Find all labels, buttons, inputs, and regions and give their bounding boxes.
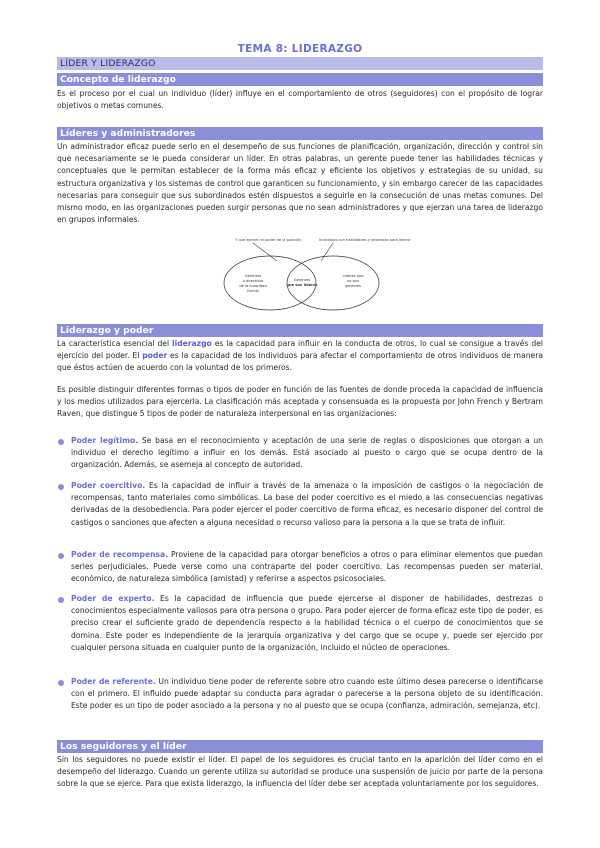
- bullet-dot: [58, 484, 64, 490]
- paragraph-concepto: Es el proceso por el cual un individuo (líder) influye en el comportamiento de otros (seguidores) con el propósito de lograr objetivos o metas comunes.: [57, 89, 543, 111]
- paragraph-lideres: Un administrador eficaz puede serlo en el desempeño de sus funciones de planificación, organización, dirección y control sin que necesariamente se le pueda considerar un líder. En otras palabras, un gerente puede tener las habilidades técnicas y conceptuales que le permitan establecer de la forma más eficaz y eficiente los objetivos y estrategias de su unidad, su estructura organizativa y los sistemas de control que garanticen su funcionamiento, y sin embargo carecer de las capacidades necesarias para conseguir que sus subordinados estén dispuestos a seguirle en la consecución de unas metas comunes. Del mismo modo, en las organizaciones pueden surgir personas que no sean administradores y que ejerzan una tarea de liderazgo en grupos informales.: [57, 142, 543, 225]
- heading-seguidores: Los seguidores y el líder: [57, 740, 543, 753]
- text-run: La característica esencial del: [57, 339, 173, 348]
- item-title: Poder legítimo.: [71, 436, 139, 445]
- item-text: Se basa en el reconocimiento y aceptación de una serie de reglas o disposiciones que otorgan a un individuo el derecho legítimo a influir en los demás. Está asociado al puesto o cargo que se ocupa dentro de la organización. Además, se asemeja al concepto de autoridad.: [71, 436, 543, 470]
- paragraph-poder-1: [57, 338, 543, 375]
- item-title: Poder coercitivo.: [71, 481, 146, 490]
- diagram-left-line: Gerentes: [244, 274, 262, 278]
- diagram-label-top-right: Individuos con habilidades y destrezas para liderar: [319, 238, 411, 242]
- item-title: Poder de experto.: [71, 594, 155, 603]
- bullet-dot: [58, 439, 64, 445]
- bullet-dot: [58, 680, 64, 686]
- item-text: Proviene de la capacidad para otorgar beneficios a otros o para eliminar elementos que puedan serles perjudiciales. Puede verse como una contraparte del poder coercitivo. Las recompensas pueden ser material, económico, de naturaleza simbólica (amistad) y referirse a aspectos psicosociales.: [71, 550, 543, 584]
- heading-poder: Liderazgo y poder: [57, 324, 543, 337]
- item-title: Poder de recompensa.: [71, 550, 169, 559]
- item-text: Es la capacidad de influir a través de la amenaza o la imposición de castigos o la negociación de recompensas, tanto materiales como simbólicas. La base del poder coercitivo es el miedo a las consecuencias negativas derivadas de la desobediencia. Para poder ejercer el poder coercitivo de forma eficaz, es necesario disponer del control de castigos o sanciones que afecten a alguna necesidad o recurso valioso para la persona a la que se trata de influir.: [71, 481, 543, 527]
- diagram-left-line: de la autoridad: [239, 284, 267, 288]
- diagram-right-line: gerentes: [345, 284, 361, 288]
- paragraph-seguidores: Sin los seguidores no puede existir el líder. El papel de los seguidores es crucial tanto en la aparición del líder como en el desempeño del liderazgo. Cuando un gerente utiliza su autoridad se produce una suspensión de juicio por parte de la persona sobre la que se ejerce. Para que exista liderazgo, la influencia del líder debe ser aceptada voluntariamente por los seguidores.: [57, 755, 543, 789]
- item-text: Un individuo tiene poder de referente sobre otro cuando este último desea parecerse o identificarse con el primero. El influido puede adaptar su conducta para agradar o parecerse a la persona objeto de su identificación. Este poder es un tipo de poder asociado a la persona y no al puesto que se ocupa (confianza, admiración, semejanza, etc).: [71, 677, 543, 711]
- leader-manager-diagram: [215, 235, 411, 315]
- highlight-poder: poder: [142, 351, 168, 361]
- item-text: Es la capacidad de influencia que puede ejercerse al disponer de habilidades, destrezas o conocimientos especialmente valiosos para otra persona o grupo. Para poder ejercer de forma eficaz este tipo de poder, es preciso crear el suficiente grado de dependencia respecto a la habilidad técnica o el cuerpo de conocimientos que se domina. Este poder es independiente de la jerarquía organizativa y del cargo que se ocupe y, puede ser ejercido por cualquier persona situada en cualquier punto de la organización, incluido el núcleo de operaciones.: [71, 594, 543, 652]
- list-item-coercitivo: [71, 480, 543, 529]
- diagram-arrow-left: [253, 243, 277, 261]
- page-title: TEMA 8: LIDERAZGO: [237, 43, 363, 55]
- text-run: es la capacidad de los individuos para afectar el comportamiento de otros individuos de manera que éstos actúen de acuerdo con la voluntad de los primeros.: [57, 351, 543, 373]
- highlight-liderazgo: liderazgo: [172, 339, 212, 348]
- list-item-experto: [71, 593, 543, 654]
- diagram-center-line: Gerentes: [293, 278, 311, 282]
- diagram-left-line: formal: [247, 289, 259, 293]
- diagram-right-line: no son: [347, 279, 359, 283]
- diagram-left-line: o directivos: [242, 279, 264, 283]
- diagram-right-line: Líderes que: [342, 274, 364, 278]
- list-item-legitimo: [71, 435, 543, 472]
- bullet-dot: [58, 553, 64, 559]
- list-item-referente: [71, 676, 543, 713]
- section-bar: LÍDER Y LIDERAZGO: [57, 57, 543, 70]
- text-run: es la capacidad para influir en la conducta de otros, lo cual se consigue a través del ejercicio del poder. El: [57, 339, 543, 361]
- bullet-dot: [58, 597, 64, 603]
- diagram-label-top-left: Y que ejercen el poder de la posición: [235, 238, 302, 242]
- paragraph-poder-2: Es posible distinguir diferentes formas o tipos de poder en función de las fuentes de donde proceda la capacidad de influencia y los medios utilizados para ejercerla. La clasificación más aceptada y consensuada es la propuesta por John French y Bertram Raven, que distingue 5 tipos de poder de naturaleza interpersonal en las organizaciones:: [57, 385, 543, 419]
- list-item-recompensa: [71, 549, 543, 586]
- heading-lideres: Líderes y administradores: [57, 127, 543, 140]
- heading-concepto: Concepto de liderazgo: [57, 73, 543, 86]
- diagram-center-line: que son líderes: [286, 283, 318, 287]
- diagram-arrow-right: [321, 243, 333, 261]
- item-title: Poder de referente.: [71, 677, 156, 686]
